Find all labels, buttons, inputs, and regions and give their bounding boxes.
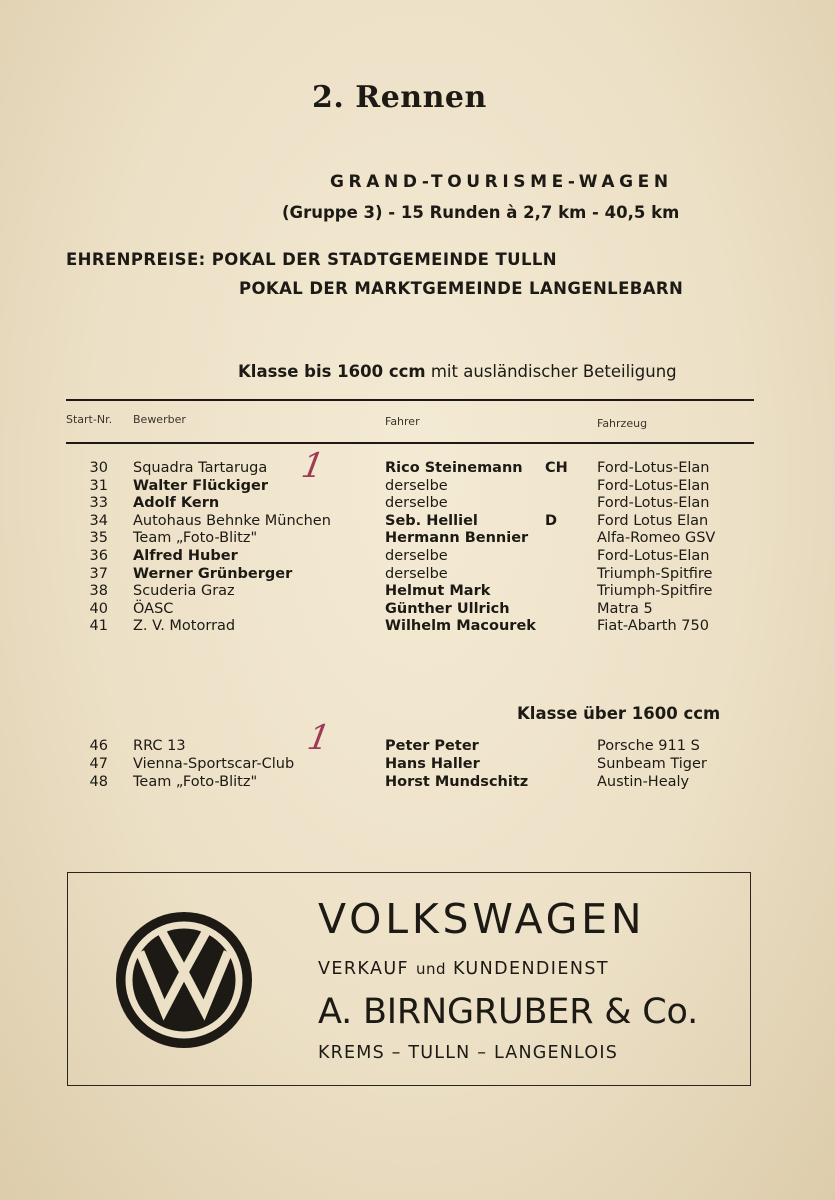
entrant-name: Adolf Kern [133,495,220,512]
table-row [0,529,835,547]
car-model: Triumph-Spitfire [597,583,713,600]
car-model: Fiat-Abarth 750 [597,618,709,635]
entrant-name: Squadra Tartaruga [133,460,268,476]
entry-number: 40 [89,600,108,617]
car-model: Ford-Lotus-Elan [597,548,710,564]
prize-2: POKAL DER MARKTGEMEINDE LANGENLEBARN [239,279,684,298]
driver-name: Peter Peter [385,738,479,754]
driver-name: derselbe [385,477,448,494]
ad-sales: VERKAUF [318,959,410,979]
entrant-name: Autohaus Behnke München [133,512,331,529]
entry-number: 33 [89,495,108,512]
table-row [0,512,835,530]
column-header-entrant: Bewerber [133,413,186,426]
class-1-label: Klasse bis 1600 ccm [238,362,426,381]
table-row [0,617,835,635]
car-model: Ford-Lotus-Elan [597,477,710,494]
vw-logo-icon [114,910,254,1050]
entry-number: 38 [89,583,108,600]
prize-line-1 [66,250,557,269]
table-row [0,477,835,495]
ad-service-line [318,959,609,979]
car-model: Austin-Healy [597,774,690,790]
car-model: Triumph-Spitfire [597,565,713,582]
entrant-name: Team „Foto-Blitz" [133,530,258,547]
handwritten-mark-2: 1 [304,718,334,758]
car-model: Sunbeam Tiger [597,756,707,772]
car-model: Porsche 911 S [597,738,700,754]
driver-name: derselbe [385,565,448,582]
car-model: Matra 5 [597,600,653,617]
driver-name: Hermann Bennier [385,530,529,547]
entry-number: 37 [89,565,108,582]
car-model: Ford Lotus Elan [597,512,709,529]
car-model: Ford-Lotus-Elan [597,460,710,476]
entry-number: 34 [89,512,108,529]
race-category: GRAND-TOURISME-WAGEN [330,172,673,192]
class-heading-2: Klasse über 1600 ccm [517,704,721,723]
entrant-name: Walter Flückiger [133,477,268,494]
prizes-label: EHRENPREISE: [66,250,206,269]
ad-service: KUNDENDIENST [453,959,609,979]
table-row [0,773,835,791]
entry-number: 46 [89,738,108,754]
table-row [0,459,835,477]
driver-name: Hans Haller [385,756,480,772]
car-model: Ford-Lotus-Elan [597,495,710,512]
entry-number: 47 [89,756,108,772]
table-row [0,494,835,512]
entrant-name: Vienna-Sportscar-Club [133,756,295,772]
entrant-name: ÖASC [133,600,174,617]
table-header-rule [66,442,754,444]
class-1-note: mit ausländischer Beteiligung [430,362,677,381]
entrant-name: Team „Foto-Blitz" [133,774,258,790]
column-header-driver: Fahrer [385,415,420,428]
car-model: Alfa-Romeo GSV [597,530,716,547]
driver-country: D [545,512,558,529]
driver-country: CH [545,460,568,476]
table-row [0,600,835,618]
entrant-name: Scuderia Graz [133,583,235,600]
driver-name: derselbe [385,548,448,564]
driver-name: Helmut Mark [385,583,491,600]
ad-brand: VOLKSWAGEN [318,895,646,943]
entrant-name: Z. V. Motorrad [133,618,236,635]
table-top-rule [66,399,754,401]
entrant-name: RRC 13 [133,738,186,754]
column-header-car: Fahrzeug [597,417,648,430]
driver-name: Günther Ullrich [385,600,510,617]
handwritten-mark-1: 1 [298,446,328,486]
driver-name: Seb. Helliel [385,512,478,529]
driver-name: Horst Mundschitz [385,774,529,790]
driver-name: Wilhelm Macourek [385,618,536,635]
entry-number: 36 [89,548,108,564]
race-details: (Gruppe 3) - 15 Runden à 2,7 km - 40,5 km [282,203,680,222]
table-row [0,565,835,583]
entry-number: 30 [89,460,108,476]
ad-locations: KREMS – TULLN – LANGENLOIS [318,1043,619,1063]
entry-number: 41 [89,618,108,635]
table-row [0,547,835,565]
entrant-name: Alfred Huber [133,548,238,564]
driver-name: Rico Steinemann [385,460,523,476]
table-row [0,755,835,773]
table-row [0,737,835,755]
prize-1: POKAL DER STADTGEMEINDE TULLN [211,250,557,269]
entrant-name: Werner Grünberger [133,565,293,582]
entry-number: 48 [89,774,108,790]
column-header-start-nr: Start-Nr. [66,413,113,426]
entry-number: 35 [89,530,108,547]
entry-number: 31 [89,477,108,494]
ad-and: und [415,960,447,978]
table-row [0,582,835,600]
driver-name: derselbe [385,495,448,512]
class-heading-1 [238,362,677,381]
ad-dealer-name: A. BIRNGRUBER & Co. [318,992,699,1032]
page-title: 2. Rennen [312,80,487,115]
